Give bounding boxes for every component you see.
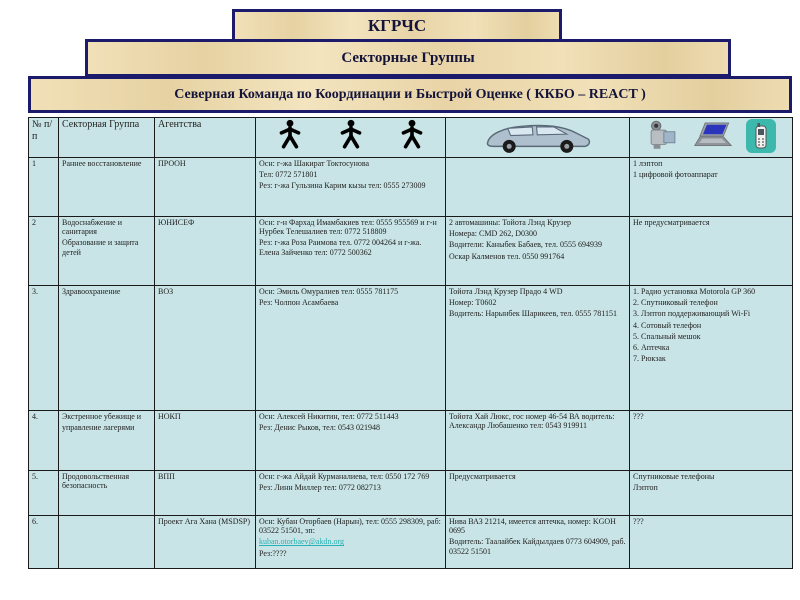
cell-vehicle (446, 471, 630, 516)
cell-line: Осн: Кубан Оторбаев (Нарын), тел: 0555 298309, раб: 03522 51501, эп: (259, 517, 441, 536)
cell-line: Тойота Хай Люкс, гос номер 46-54 ВА водитель: Александр Любашенко тел: 0543 919911 (449, 412, 615, 431)
cell-sector (59, 411, 155, 471)
cell-line: Рез: Линн Миллер тел: 0772 082713 (259, 483, 381, 493)
cell-vehicle (446, 217, 630, 286)
banner1-label: КГРЧС (367, 15, 427, 35)
cell-line: 4. Сотовый телефон (633, 320, 702, 330)
cell-line: НОКП (158, 412, 181, 421)
cell-line: 3. (32, 287, 38, 296)
cell-line: 3. Лэптоп поддерживающий Wi-Fi (633, 309, 751, 319)
table-row (29, 158, 793, 217)
person-icon (277, 119, 303, 151)
cell-contacts (256, 471, 446, 516)
email-link[interactable]: kuban.otorbaev@akdn.org (259, 537, 344, 547)
cell-line: Лэптоп (633, 483, 658, 493)
header-agency: Агентства (155, 118, 256, 158)
cell-equipment (630, 471, 793, 516)
cell-line: 4. (32, 412, 38, 421)
cell-line: Водитель: Нарынбек Шарикеев, тел. 0555 781151 (449, 309, 617, 319)
cell-equipment (630, 411, 793, 471)
cell-vehicle (446, 158, 630, 217)
banner2-label: Секторные Группы (341, 49, 475, 66)
cell-line: управление лагерями (62, 423, 135, 433)
camcorder-icon (646, 119, 680, 153)
cell-sector (59, 471, 155, 516)
cell-line: Тойота Лэнд Крузер Прадо 4 WD (449, 287, 563, 296)
cell-line: Рез: г-жа Гульзина Карим кызы тел: 0555 273009 (259, 181, 426, 191)
table-row (29, 286, 793, 411)
cell-line: ПРООН (158, 159, 186, 168)
cell-line: Номера: CMD 262, D0300 (449, 229, 538, 239)
cell-line: Номер: Т0602 (449, 298, 497, 308)
cell-agency (155, 158, 256, 217)
table-body (29, 158, 793, 569)
cell-line: Образование и защита детей (62, 238, 139, 257)
cell-line: 2. Спутниковый телефон (633, 298, 718, 308)
cell-line: Водоснабжение и санитария (62, 218, 122, 237)
cell-line: Осн: г-жа Айдай Курманалиева, тел: 0550 172 769 (259, 472, 430, 481)
header-num: № п/п (29, 118, 59, 158)
laptop-icon (693, 120, 733, 152)
cell-line: Продовольственная безопасность (62, 472, 129, 491)
cell-line: Рез: г-жа Роза Раимова тел. 0772 004264 и г-жа. Елена Зайченко тел: 0772 500362 (259, 238, 422, 257)
cell-agency (155, 471, 256, 516)
cell-line: Проект Ага Хана (MSDSP) (158, 517, 251, 526)
cell-equipment (630, 158, 793, 217)
cell-line: 6. Аптечка (633, 342, 670, 352)
cell-line: Осн: Эмиль Омуралиев тел: 0555 781175 (259, 287, 399, 296)
cell-line: 5. Спальный мешок (633, 331, 701, 341)
cell-line: Рез:???? (259, 548, 287, 558)
cell-sector (59, 217, 155, 286)
cell-line: Водитель: Таалайбек Кайдылдаев 0773 604909, раб. 03522 51501 (449, 537, 626, 556)
cell-line: 1. Радио установка Motorola GP 360 (633, 287, 756, 296)
header-contacts (256, 118, 446, 158)
table-header-row (29, 118, 793, 158)
mobile-phone-icon (746, 119, 776, 153)
cell-line: 7. Рюкзак (633, 354, 666, 364)
table-row (29, 411, 793, 471)
cell-line: 2 автомашины: Тойота Лэнд Крузер (449, 218, 572, 227)
cell-line: ВОЗ (158, 287, 174, 296)
cell-num (29, 516, 59, 569)
table-row (29, 471, 793, 516)
cell-line: 1 лэптоп (633, 159, 663, 168)
cell-vehicle (446, 411, 630, 471)
car-icon (479, 119, 597, 155)
cell-line: Предусматривается (449, 472, 516, 481)
cell-line: Осн: г-н Фархад Имамбакиев тел: 0555 955569 и г-н Нурбек Телешалиев тел: 0772 518809 (259, 218, 437, 237)
cell-sector (59, 516, 155, 569)
cell-line: ВПП (158, 472, 175, 481)
cell-line: Рез: Чолпон Асамбаева (259, 298, 339, 308)
cell-agency (155, 411, 256, 471)
cell-num (29, 411, 59, 471)
person-icon (399, 119, 425, 151)
cell-equipment (630, 286, 793, 411)
cell-line: Рез: Денис Рыков, тел: 0543 021948 (259, 423, 380, 433)
cell-line: Раннее восстановление (62, 159, 142, 168)
cell-line: Нива ВАЗ 21214, имеется аптечка, номер: KGOH 0695 (449, 517, 616, 536)
table-row (29, 516, 793, 569)
cell-line (259, 537, 442, 546)
cell-contacts (256, 217, 446, 286)
cell-contacts (256, 158, 446, 217)
cell-num (29, 471, 59, 516)
cell-line: 5. (32, 472, 38, 481)
cell-agency (155, 217, 256, 286)
cell-vehicle (446, 286, 630, 411)
title-banner-react-team (28, 76, 792, 113)
cell-contacts (256, 411, 446, 471)
cell-vehicle (446, 516, 630, 569)
cell-agency (155, 516, 256, 569)
cell-line: Не предусматривается (633, 218, 710, 227)
cell-equipment (630, 217, 793, 286)
header-vehicle (446, 118, 630, 158)
cell-sector (59, 158, 155, 217)
cell-line: ЮНИСЕФ (158, 218, 195, 227)
cell-line: 2 (32, 218, 36, 227)
cell-line: Здравоохранение (62, 287, 121, 296)
cell-line: ??? (633, 517, 644, 526)
cell-contacts (256, 286, 446, 411)
people-icons (259, 119, 442, 151)
cell-line: 1 цифровой фотоаппарат (633, 170, 718, 180)
cell-num (29, 217, 59, 286)
cell-line: Осн: Алексей Никитин, тел: 0772 511443 (259, 412, 399, 421)
cell-num (29, 286, 59, 411)
cell-line: Экстренное убежище и (62, 412, 142, 421)
cell-line: Спутниковые телефоны (633, 472, 715, 481)
cell-equipment (630, 516, 793, 569)
header-equipment (630, 118, 793, 158)
cell-agency (155, 286, 256, 411)
title-banner-sector-groups (85, 39, 731, 77)
header-sector: Секторная Группа (59, 118, 155, 158)
cell-line: Водители: Каныбек Бабаев, тел. 0555 694939 (449, 240, 602, 250)
cell-line: 1 (32, 159, 36, 168)
cell-line: Оскар Калменов тел. 0550 991764 (449, 251, 565, 261)
cell-contacts (256, 516, 446, 569)
sector-table (28, 117, 793, 569)
title-banner-kgrchs (232, 9, 562, 42)
cell-line: Осн: г-жа Шакират Токтосунова (259, 159, 370, 168)
cell-line: Тел: 0772 571801 (259, 170, 318, 180)
banner3-label: Северная Команда по Координации и Быстрой Оценке ( ККБО – REACT ) (174, 86, 646, 102)
cell-num (29, 158, 59, 217)
cell-line: 6. (32, 517, 38, 526)
person-icon (338, 119, 364, 151)
cell-line: ??? (633, 412, 644, 421)
table-row (29, 217, 793, 286)
cell-sector (59, 286, 155, 411)
